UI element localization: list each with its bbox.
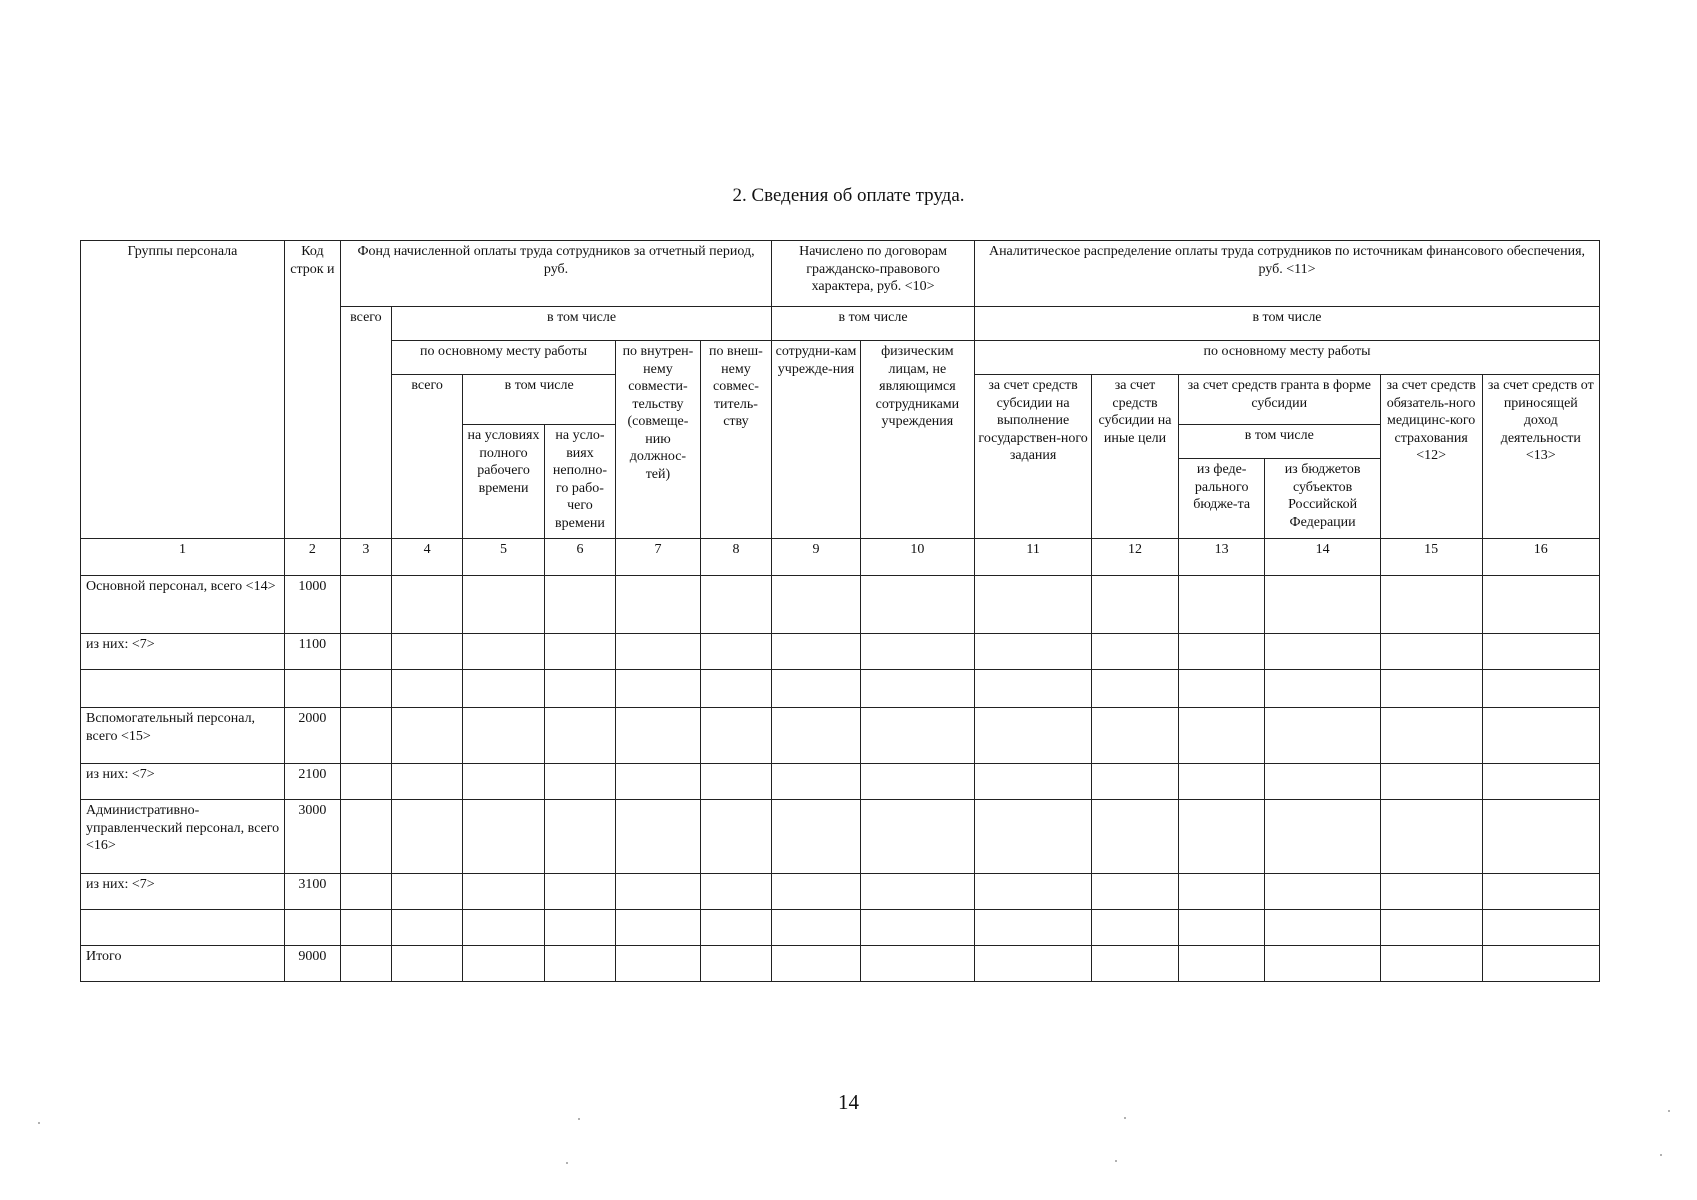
scan-speck xyxy=(566,1162,568,1164)
empty-cell[interactable] xyxy=(391,708,462,764)
empty-cell[interactable] xyxy=(1380,946,1482,982)
empty-cell[interactable] xyxy=(860,946,974,982)
table-row xyxy=(81,946,1600,982)
empty-cell[interactable] xyxy=(616,874,701,910)
empty-cell[interactable] xyxy=(974,708,1091,764)
empty-cell[interactable] xyxy=(1178,910,1265,946)
empty-cell[interactable] xyxy=(340,874,391,910)
scan-speck xyxy=(578,1118,580,1120)
row-label: Итого xyxy=(81,946,285,982)
empty-cell[interactable] xyxy=(860,874,974,910)
empty-cell[interactable] xyxy=(974,670,1091,708)
empty-cell[interactable] xyxy=(860,670,974,708)
empty-cell[interactable] xyxy=(1092,764,1179,800)
empty-cell[interactable] xyxy=(700,576,771,634)
empty-cell[interactable] xyxy=(616,670,701,708)
empty-cell[interactable] xyxy=(340,946,391,982)
empty-cell[interactable] xyxy=(1178,874,1265,910)
col-number: 2 xyxy=(284,539,340,576)
empty-cell[interactable] xyxy=(544,708,615,764)
header-regional: из бюджетов субъектов Российской Федерации xyxy=(1265,459,1380,539)
empty-cell[interactable] xyxy=(391,910,462,946)
empty-cell[interactable] xyxy=(463,670,545,708)
header-main-total: всего xyxy=(391,375,462,539)
section-title: 2. Сведения об оплате труда. xyxy=(732,185,965,206)
empty-cell[interactable] xyxy=(772,800,861,874)
empty-cell[interactable] xyxy=(860,576,974,634)
table-row xyxy=(81,910,1600,946)
empty-cell[interactable] xyxy=(860,708,974,764)
col-number: 5 xyxy=(463,539,545,576)
empty-cell[interactable] xyxy=(1265,708,1380,764)
empty-cell[interactable] xyxy=(772,874,861,910)
col-number: 4 xyxy=(391,539,462,576)
row-code: 9000 xyxy=(284,946,340,982)
empty-cell[interactable] xyxy=(1482,708,1599,764)
empty-cell[interactable] xyxy=(1092,708,1179,764)
empty-cell[interactable] xyxy=(1092,670,1179,708)
empty-cell[interactable] xyxy=(1380,874,1482,910)
empty-cell[interactable] xyxy=(1265,910,1380,946)
header-internal: по внутрен-нему совмести-тельству (совмеще-нию должнос-тей) xyxy=(616,341,701,539)
row-code: 3100 xyxy=(284,874,340,910)
empty-cell[interactable] xyxy=(1265,946,1380,982)
page-number: 14 xyxy=(838,1090,859,1114)
empty-cell[interactable] xyxy=(340,670,391,708)
column-numbers-row xyxy=(81,539,1600,576)
empty-cell[interactable] xyxy=(974,800,1091,874)
empty-cell[interactable] xyxy=(700,874,771,910)
row-label xyxy=(81,670,285,708)
empty-cell[interactable] xyxy=(772,910,861,946)
empty-cell[interactable] xyxy=(340,708,391,764)
empty-cell[interactable] xyxy=(1380,670,1482,708)
col-number: 12 xyxy=(1092,539,1179,576)
scan-speck xyxy=(1660,1154,1662,1156)
empty-cell[interactable] xyxy=(340,634,391,670)
empty-cell[interactable] xyxy=(616,764,701,800)
row-label: Административно-управленческий персонал, всего <16> xyxy=(81,800,285,874)
header-group: Группы персонала xyxy=(81,241,285,539)
col-number: 16 xyxy=(1482,539,1599,576)
empty-cell[interactable] xyxy=(463,634,545,670)
header-gpd: Начислено по договорам гражданско-правового характера, руб. <10> xyxy=(772,241,975,307)
empty-cell[interactable] xyxy=(772,764,861,800)
empty-cell[interactable] xyxy=(391,764,462,800)
empty-cell[interactable] xyxy=(772,576,861,634)
empty-cell[interactable] xyxy=(391,946,462,982)
col-number: 15 xyxy=(1380,539,1482,576)
header-code: Код строк и xyxy=(284,241,340,539)
row-label xyxy=(81,910,285,946)
empty-cell[interactable] xyxy=(1265,670,1380,708)
empty-cell[interactable] xyxy=(1092,910,1179,946)
empty-cell[interactable] xyxy=(700,708,771,764)
scan-speck xyxy=(1115,1160,1117,1162)
empty-cell[interactable] xyxy=(340,764,391,800)
empty-cell[interactable] xyxy=(772,670,861,708)
empty-cell[interactable] xyxy=(700,764,771,800)
row-label: из них: <7> xyxy=(81,874,285,910)
empty-cell[interactable] xyxy=(860,764,974,800)
empty-cell[interactable] xyxy=(1482,670,1599,708)
empty-cell[interactable] xyxy=(340,910,391,946)
empty-cell[interactable] xyxy=(1482,874,1599,910)
empty-cell[interactable] xyxy=(1178,634,1265,670)
empty-cell[interactable] xyxy=(1178,670,1265,708)
header-main-incl: в том числе xyxy=(463,375,616,425)
empty-cell[interactable] xyxy=(1482,764,1599,800)
empty-cell[interactable] xyxy=(616,910,701,946)
empty-cell[interactable] xyxy=(391,634,462,670)
header-income: за счет средств от приносящей доход деятельности <13> xyxy=(1482,375,1599,539)
empty-cell[interactable] xyxy=(974,764,1091,800)
table-row xyxy=(81,670,1600,708)
empty-cell[interactable] xyxy=(1380,576,1482,634)
row-label: Вспомогательный персонал, всего <15> xyxy=(81,708,285,764)
header-analytic: Аналитическое распределение оплаты труда сотрудников по источникам финансового обеспечения, руб. <11> xyxy=(974,241,1599,307)
table-row xyxy=(81,874,1600,910)
empty-cell[interactable] xyxy=(1482,634,1599,670)
col-number: 1 xyxy=(81,539,285,576)
empty-cell[interactable] xyxy=(544,576,615,634)
empty-cell[interactable] xyxy=(616,946,701,982)
empty-cell[interactable] xyxy=(1178,946,1265,982)
col-number: 11 xyxy=(974,539,1091,576)
table-row xyxy=(81,708,1600,764)
empty-cell[interactable] xyxy=(463,576,545,634)
empty-cell[interactable] xyxy=(544,764,615,800)
header-fund-total: всего xyxy=(340,307,391,539)
empty-cell[interactable] xyxy=(974,910,1091,946)
empty-cell[interactable] xyxy=(616,634,701,670)
header-employees: сотрудни-кам учрежде-ния xyxy=(772,341,861,539)
header-grant-incl: в том числе xyxy=(1178,425,1380,459)
row-label: Основной персонал, всего <14> xyxy=(81,576,285,634)
empty-cell[interactable] xyxy=(974,576,1091,634)
empty-cell[interactable] xyxy=(1092,634,1179,670)
empty-cell[interactable] xyxy=(544,800,615,874)
header-external: по внеш-нему совмес-титель-ству xyxy=(700,341,771,539)
empty-cell[interactable] xyxy=(616,800,701,874)
empty-cell[interactable] xyxy=(340,800,391,874)
empty-cell[interactable] xyxy=(1380,910,1482,946)
col-number: 7 xyxy=(616,539,701,576)
col-number: 8 xyxy=(700,539,771,576)
salary-table xyxy=(80,240,1600,982)
row-code xyxy=(284,670,340,708)
empty-cell[interactable] xyxy=(544,910,615,946)
row-code: 1000 xyxy=(284,576,340,634)
empty-cell[interactable] xyxy=(974,634,1091,670)
header-state-task: за счет средств субсидии на выполнение государствен-ного задания xyxy=(974,375,1091,539)
empty-cell[interactable] xyxy=(463,800,545,874)
row-label: из них: <7> xyxy=(81,634,285,670)
empty-cell[interactable] xyxy=(544,670,615,708)
empty-cell[interactable] xyxy=(974,874,1091,910)
col-number: 10 xyxy=(860,539,974,576)
empty-cell[interactable] xyxy=(1380,764,1482,800)
empty-cell[interactable] xyxy=(860,634,974,670)
empty-cell[interactable] xyxy=(700,910,771,946)
empty-cell[interactable] xyxy=(772,946,861,982)
empty-cell[interactable] xyxy=(1178,576,1265,634)
empty-cell[interactable] xyxy=(1092,874,1179,910)
col-number: 6 xyxy=(544,539,615,576)
scan-speck xyxy=(1668,1110,1670,1112)
empty-cell[interactable] xyxy=(772,708,861,764)
empty-cell[interactable] xyxy=(544,634,615,670)
empty-cell[interactable] xyxy=(1092,800,1179,874)
empty-cell[interactable] xyxy=(1178,800,1265,874)
scan-speck xyxy=(38,1122,40,1124)
empty-cell[interactable] xyxy=(1482,800,1599,874)
empty-cell[interactable] xyxy=(463,910,545,946)
empty-cell[interactable] xyxy=(1265,800,1380,874)
row-label: из них: <7> xyxy=(81,764,285,800)
col-number: 13 xyxy=(1178,539,1265,576)
header-grant: за счет средств гранта в форме субсидии xyxy=(1178,375,1380,425)
col-number: 9 xyxy=(772,539,861,576)
col-number: 3 xyxy=(340,539,391,576)
empty-cell[interactable] xyxy=(391,670,462,708)
row-code: 2100 xyxy=(284,764,340,800)
empty-cell[interactable] xyxy=(1178,708,1265,764)
empty-cell[interactable] xyxy=(1482,946,1599,982)
empty-cell[interactable] xyxy=(1265,634,1380,670)
empty-cell[interactable] xyxy=(391,874,462,910)
empty-cell[interactable] xyxy=(1265,576,1380,634)
row-code: 1100 xyxy=(284,634,340,670)
empty-cell[interactable] xyxy=(860,910,974,946)
row-code: 2000 xyxy=(284,708,340,764)
header-gpd-incl: в том числе xyxy=(772,307,975,341)
empty-cell[interactable] xyxy=(700,800,771,874)
empty-cell[interactable] xyxy=(1265,764,1380,800)
table-row xyxy=(81,764,1600,800)
row-code: 3000 xyxy=(284,800,340,874)
empty-cell[interactable] xyxy=(1482,576,1599,634)
empty-cell[interactable] xyxy=(340,576,391,634)
empty-cell[interactable] xyxy=(391,800,462,874)
header-other-goals: за счет средств субсидии на иные цели xyxy=(1092,375,1179,539)
empty-cell[interactable] xyxy=(463,874,545,910)
empty-cell[interactable] xyxy=(700,670,771,708)
empty-cell[interactable] xyxy=(463,764,545,800)
empty-cell[interactable] xyxy=(1380,708,1482,764)
empty-cell[interactable] xyxy=(1178,764,1265,800)
empty-cell[interactable] xyxy=(700,634,771,670)
empty-cell[interactable] xyxy=(616,708,701,764)
row-code xyxy=(284,910,340,946)
empty-cell[interactable] xyxy=(1380,800,1482,874)
header-individuals: физическим лицам, не являющимся сотрудниками учреждения xyxy=(860,341,974,539)
empty-cell[interactable] xyxy=(1092,576,1179,634)
empty-cell[interactable] xyxy=(1265,874,1380,910)
empty-cell[interactable] xyxy=(391,576,462,634)
header-full-time: на условиях полного рабочего времени xyxy=(463,425,545,539)
header-analytic-main-place: по основному месту работы xyxy=(974,341,1599,375)
header-federal: из феде-рального бюдже-та xyxy=(1178,459,1265,539)
table-row xyxy=(81,634,1600,670)
empty-cell[interactable] xyxy=(1092,946,1179,982)
empty-cell[interactable] xyxy=(463,708,545,764)
empty-cell[interactable] xyxy=(700,946,771,982)
col-number: 14 xyxy=(1265,539,1380,576)
header-oms: за счет средств обязатель-ного медицинс-кого страхования <12> xyxy=(1380,375,1482,539)
scan-speck xyxy=(1124,1117,1126,1119)
header-analytic-incl: в том числе xyxy=(974,307,1599,341)
empty-cell[interactable] xyxy=(1380,634,1482,670)
empty-cell[interactable] xyxy=(772,634,861,670)
header-part-time: на усло-виях неполно-го рабо-чего времени xyxy=(544,425,615,539)
empty-cell[interactable] xyxy=(974,946,1091,982)
header-fund: Фонд начисленной оплаты труда сотрудников за отчетный период, руб. xyxy=(340,241,771,307)
empty-cell[interactable] xyxy=(860,800,974,874)
table-row xyxy=(81,576,1600,634)
empty-cell[interactable] xyxy=(544,946,615,982)
empty-cell[interactable] xyxy=(616,576,701,634)
table-row xyxy=(81,800,1600,874)
header-fund-incl: в том числе xyxy=(391,307,771,341)
empty-cell[interactable] xyxy=(1482,910,1599,946)
empty-cell[interactable] xyxy=(544,874,615,910)
empty-cell[interactable] xyxy=(463,946,545,982)
header-main-place: по основному месту работы xyxy=(391,341,615,375)
